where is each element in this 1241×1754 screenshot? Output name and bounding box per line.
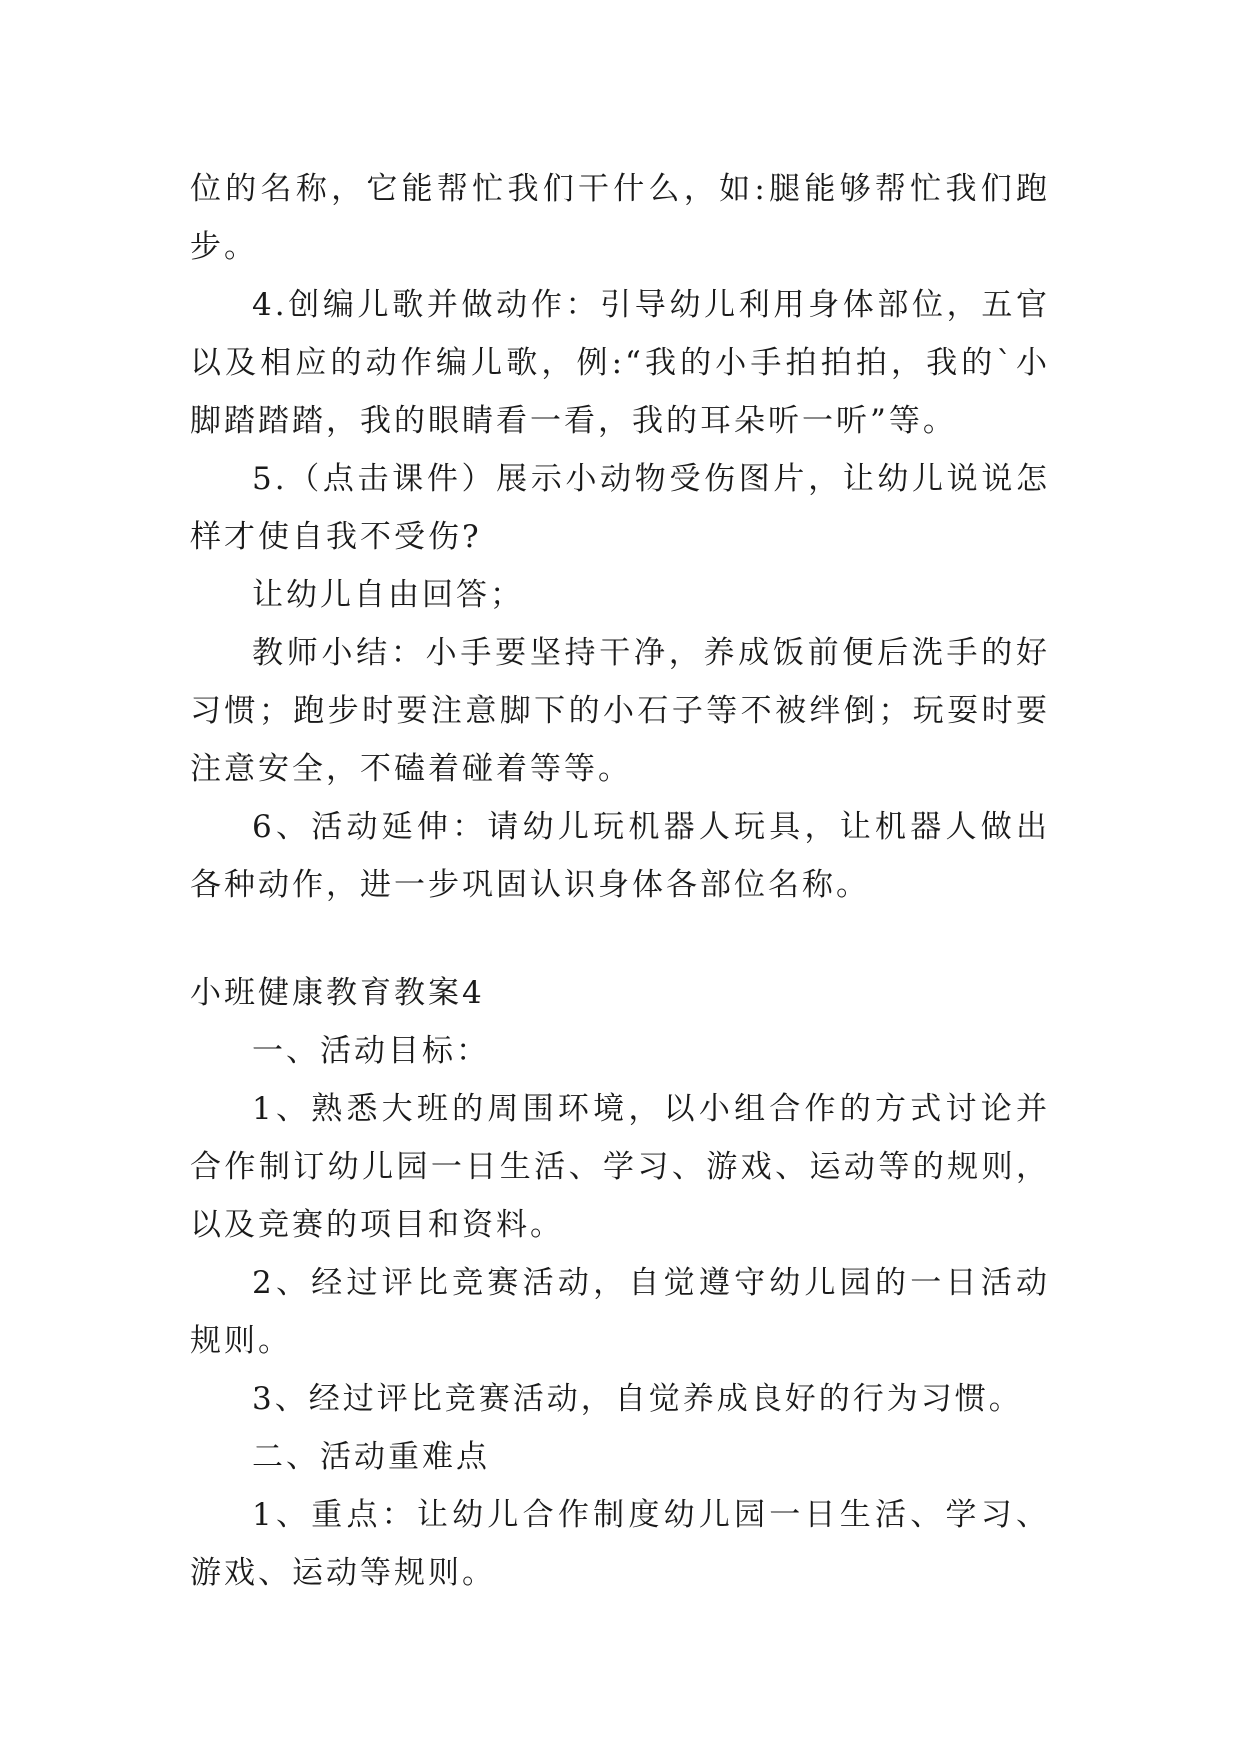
- paragraph: 一、活动目标：: [252, 1033, 490, 1069]
- paragraph: 4.创编儿歌并做动作：引导幼儿利用身体部位，五官以及相应的动作编儿歌，例:“我的小手拍拍拍，我的`小脚踏踏踏，我的眼睛看一看，我的耳朵听一听”等。: [190, 287, 1050, 439]
- paragraph: 6、活动延伸：请幼儿玩机器人玩具，让机器人做出各种动作，进一步巩固认识身体各部位名称。: [190, 809, 1050, 903]
- paragraph: 位的名称，它能帮忙我们干什么，如:腿能够帮忙我们跑步。: [190, 171, 1050, 265]
- paragraph: 2、经过评比竞赛活动，自觉遵守幼儿园的一日活动规则。: [190, 1265, 1050, 1359]
- paragraph: 让幼儿自由回答；: [252, 577, 524, 613]
- paragraph: 二、活动重难点: [252, 1439, 490, 1475]
- paragraph: 教师小结：小手要坚持干净，养成饭前便后洗手的好习惯；跑步时要注意脚下的小石子等不被绊倒；玩耍时要注意安全，不磕着碰着等等。: [190, 635, 1050, 787]
- section-title: 小班健康教育教案4: [190, 975, 485, 1011]
- paragraph: 1、重点：让幼儿合作制度幼儿园一日生活、学习、游戏、运动等规则。: [190, 1497, 1050, 1591]
- paragraph: 1、熟悉大班的周围环境，以小组合作的方式讨论并合作制订幼儿园一日生活、学习、游戏、运动等的规则，以及竞赛的项目和资料。: [190, 1091, 1050, 1243]
- paragraph: 3、经过评比竞赛活动，自觉养成良好的行为习惯。: [252, 1381, 1023, 1417]
- document-body: [190, 160, 1050, 1602]
- paragraph: 5.（点击课件）展示小动物受伤图片，让幼儿说说怎样才使自我不受伤?: [190, 461, 1050, 555]
